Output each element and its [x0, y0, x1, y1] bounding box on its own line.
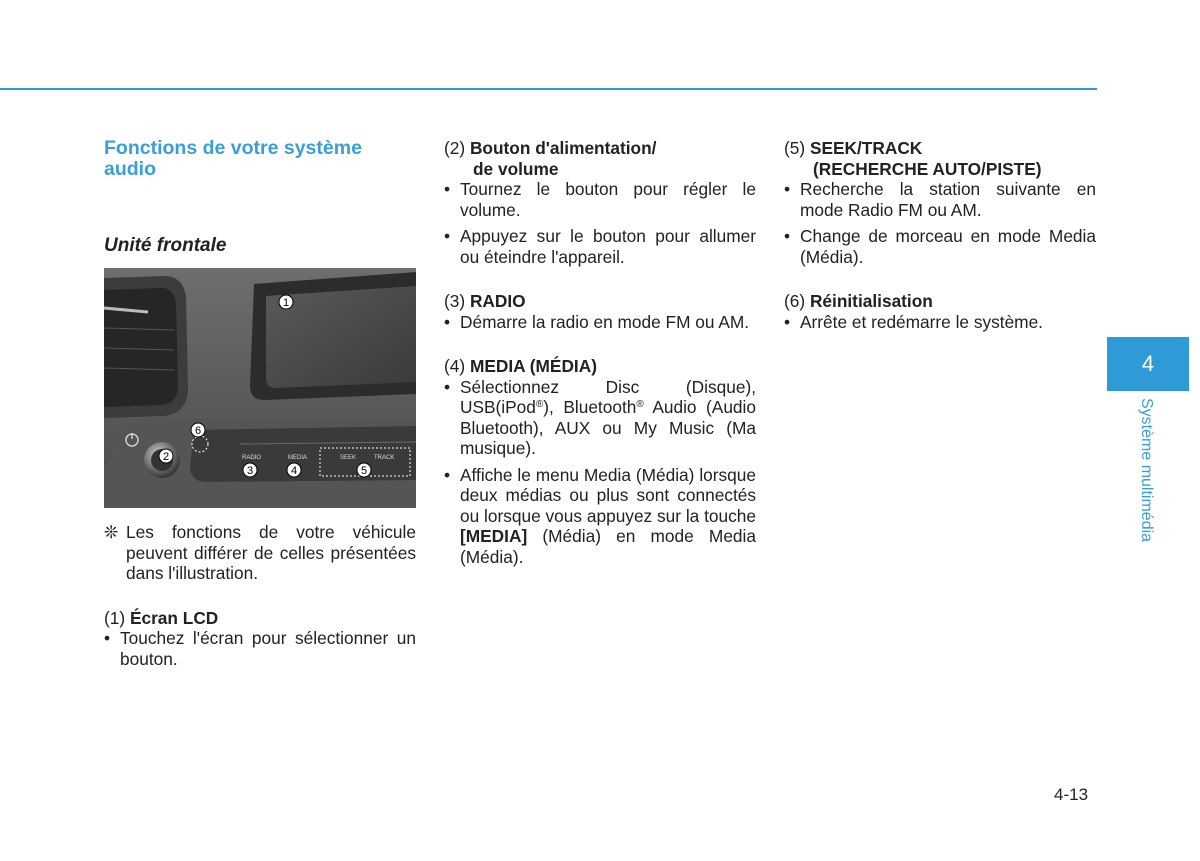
illustration-note [104, 522, 416, 584]
bullet: • Démarre la radio en mode FM ou AM. [444, 312, 756, 333]
seek-button-label: SEEK [340, 455, 357, 461]
bullet: • Tournez le bouton pour régler le volume. [444, 179, 756, 220]
callout-5: 5 [360, 465, 368, 477]
callout-2: 2 [162, 451, 170, 463]
item-title: Réinitialisation [809, 291, 933, 311]
note-text: Les fonctions de votre véhicule peuvent différer de celles présentées dans l'illustration. [126, 522, 416, 583]
item-seek-track [784, 138, 1096, 267]
column-left [104, 138, 416, 693]
item-title: RADIO [469, 291, 526, 311]
bullet: • Recherche la station suivante en mode Radio FM ou AM. [784, 179, 1096, 220]
bullet: • Sélectionnez Disc (Disque), USB(iPod®), Bluetooth® Audio (Audio Bluetooth), AUX ou My Music (Ma musique). [444, 377, 756, 459]
media-button-label: MEDIA [288, 455, 308, 461]
bullet: • Change de morceau en mode Media (Média). [784, 226, 1096, 267]
bullet: • Appuyez sur le bouton pour allumer ou éteindre l'appareil. [444, 226, 756, 267]
item-number: (4) [444, 356, 466, 376]
bullet: • Arrête et redémarre le système. [784, 312, 1096, 333]
item-title: SEEK/TRACK [809, 138, 923, 158]
page-number: 4-13 [1054, 785, 1089, 804]
item-number: (1) [104, 607, 126, 628]
bullet: • Touchez l'écran pour sélectionner un bouton. [104, 628, 416, 669]
callout-1: 1 [282, 297, 290, 309]
item-title: Écran LCD [129, 607, 219, 628]
radio-button-label: RADIO [242, 455, 262, 461]
head-unit-illustration [104, 268, 416, 508]
subsection-title: Unité frontale [104, 235, 227, 256]
callout-6: 6 [194, 425, 202, 437]
item-title: MEDIA (MÉDIA) [469, 356, 597, 376]
column-right [784, 138, 1096, 356]
item-reset [784, 291, 1096, 332]
note-marker: ❊ [104, 522, 119, 542]
header-rule [0, 88, 1097, 90]
item-number: (5) [784, 138, 806, 158]
section-title: Fonctions de votre système audio [104, 137, 362, 180]
item-lcd [104, 608, 416, 670]
callout-3: 3 [246, 465, 254, 477]
item-number: (6) [784, 291, 806, 311]
item-number: (3) [444, 291, 466, 311]
column-middle [444, 138, 756, 591]
item-number: (2) [444, 138, 466, 158]
callout-4: 4 [290, 465, 298, 477]
item-title-line2: de volume [473, 158, 559, 179]
item-title: Bouton d'alimentation/ [469, 138, 657, 158]
chapter-tab: 4 [1107, 337, 1189, 391]
item-media [444, 356, 756, 567]
bullet: • Affiche le menu Media (Média) lorsque deux médias ou plus sont connectés ou lorsque vous appuyez sur la touche [MEDIA] (Média) en mode Media (Média). [444, 465, 756, 568]
chapter-label: Système multimédia [1138, 398, 1155, 543]
track-button-label: TRACK [374, 455, 395, 461]
item-radio [444, 291, 756, 332]
item-title-line2: (RECHERCHE AUTO/PISTE) [813, 158, 1042, 179]
item-power-volume [444, 138, 756, 267]
